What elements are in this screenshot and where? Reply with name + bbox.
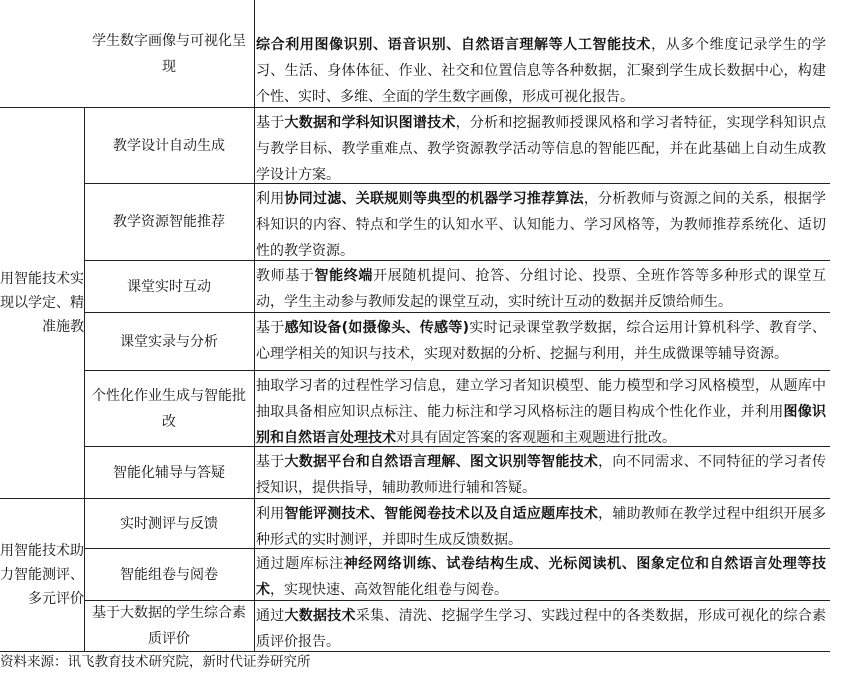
- description-bold: 大数据和学科知识图谱技术: [284, 115, 456, 131]
- application-label: 课堂实录与分析: [120, 333, 218, 350]
- description-bold: 综合利用图像识别、语音识别、自然语言理解等人工智能技术: [256, 37, 652, 53]
- description-cell: [256, 547, 826, 600]
- application-label: 学生数字画像与可视化呈现: [92, 32, 246, 75]
- category-label: 用智能技术助 力智能测评、 多元评价: [0, 543, 84, 607]
- application-label: 教学资源智能推荐: [113, 214, 225, 230]
- description-text: ，从多个维度记录学生的学习、生活、身体体征、作业、社交和位置信息等各种数据，汇聚到学生成长数据中心，构建个性、实时、多维、全面的学生数字画像，形成可视化报告。: [256, 37, 827, 105]
- application-cell: [84, 549, 254, 600]
- description-cell: [256, 599, 826, 651]
- description-bold: 大数据技术: [284, 608, 356, 624]
- application-cell: [84, 184, 254, 260]
- description-text: 开展随机提问、抢答、分组讨论、投票、全班作答等多种形式的课堂互动，学生主动参与教师发起的课堂互动，实时统计互动的数据并反馈给师生。: [256, 268, 827, 310]
- column-divider: [254, 0, 255, 652]
- description-bold: 协同过滤、关联规则等典型的机器学习推荐算法: [284, 191, 584, 207]
- application-label: 实时测评与反馈: [120, 515, 218, 532]
- application-label: 智能组卷与阅卷: [120, 566, 218, 583]
- description-text: 教师基于: [256, 268, 315, 284]
- description-cell: [256, 106, 826, 183]
- description-cell: [256, 311, 826, 370]
- description-bold: 神经网络训练、试卷结构生成、光标阅读机、图象定位和自然语言处理等技术: [256, 556, 827, 598]
- category-cell: [0, 499, 84, 651]
- description-text: ，分析教师与资源之间的关系，根据学科知识的内容、特点和学生的认知水平、认知能力、学习风格等，为教师推荐系统化、适切性的教学资源。: [256, 191, 827, 259]
- description-bold: 图像识别和自然语言处理技术: [256, 404, 827, 446]
- application-cell: [84, 261, 254, 312]
- description-text: 利用: [256, 506, 285, 522]
- application-cell: [84, 0, 254, 107]
- description-cell: [256, 497, 826, 548]
- description-text: 基于: [256, 320, 285, 336]
- description-text: 通过: [256, 608, 285, 624]
- description-text: 通过题库标注: [256, 556, 344, 572]
- application-label: 基于大数据的学生综合素质评价: [92, 605, 246, 647]
- description-cell: [256, 369, 826, 446]
- application-cell: [84, 499, 254, 548]
- source-note: 资料来源：讯飞教育技术研究院，新时代证券研究所: [0, 654, 311, 670]
- description-text: ，实现快速、高效智能化组卷与阅卷。: [270, 582, 508, 598]
- description-cell: [256, 28, 826, 107]
- description-bold: 感知设备(如摄像头、传感等): [284, 320, 469, 336]
- category-label: 用智能技术实 现以学定、精 准施教: [0, 271, 84, 335]
- application-cell: [84, 447, 254, 498]
- description-text: 利用: [256, 191, 285, 207]
- description-bold: 智能终端: [314, 268, 374, 284]
- description-text: 对具有固定答案的客观题和主观题进行批改。: [396, 430, 676, 446]
- application-cell: [84, 601, 254, 651]
- description-text: ，分析和挖掘教师授课风格和学习者特征，实现学科知识点与教学目标、教学重难点、教学资源教学活动等信息的智能匹配，并在此基础上自动生成教学设计方案。: [256, 115, 827, 183]
- application-label: 个性化作业生成与智能批改: [92, 387, 246, 430]
- description-text: 实时记录课堂教学数据，综合运用计算机科学、教育学、心理学相关的知识与技术，实现对数据的分析、挖掘与利用，并生成微课等辅导资源。: [256, 320, 827, 362]
- description-text: 采集、清洗、挖掘学生学习、实践过程中的各类数据，形成可视化的综合素质评价报告。: [256, 608, 827, 650]
- application-label: 智能化辅导与答疑: [113, 464, 225, 481]
- description-bold: 大数据平台和自然语言理解、图文识别等智能技术: [284, 454, 599, 470]
- application-cell: [84, 371, 254, 446]
- description-bold: 智能评测技术、智能阅卷技术以及自适应题库技术: [284, 506, 599, 522]
- description-cell: [256, 445, 826, 498]
- description-cell: [256, 259, 826, 312]
- description-text: 基于: [256, 454, 285, 470]
- category-cell: [0, 108, 84, 498]
- description-text: 抽取学习者的过程性学习信息，建立学习者知识模型、能力模型和学习风格模型，从题库中抽取具备相应知识点标注、能力标注和学习风格标注的题目构成个性化作业，并利用: [256, 378, 826, 420]
- description-text: ，辅助教师在教学过程中组织开展多种形式的实时测评，并即时生成反馈数据。: [256, 506, 827, 548]
- application-cell: [84, 108, 254, 183]
- description-text: ，向不同需求、不同特征的学习者传授知识，提供指导，辅助教师进行辅和答疑。: [256, 454, 827, 496]
- application-cell: [84, 313, 254, 370]
- application-label: 课堂实时互动: [127, 278, 211, 295]
- application-label: 教学设计自动生成: [113, 137, 225, 154]
- description-text: 基于: [256, 115, 285, 131]
- description-cell: [256, 182, 826, 260]
